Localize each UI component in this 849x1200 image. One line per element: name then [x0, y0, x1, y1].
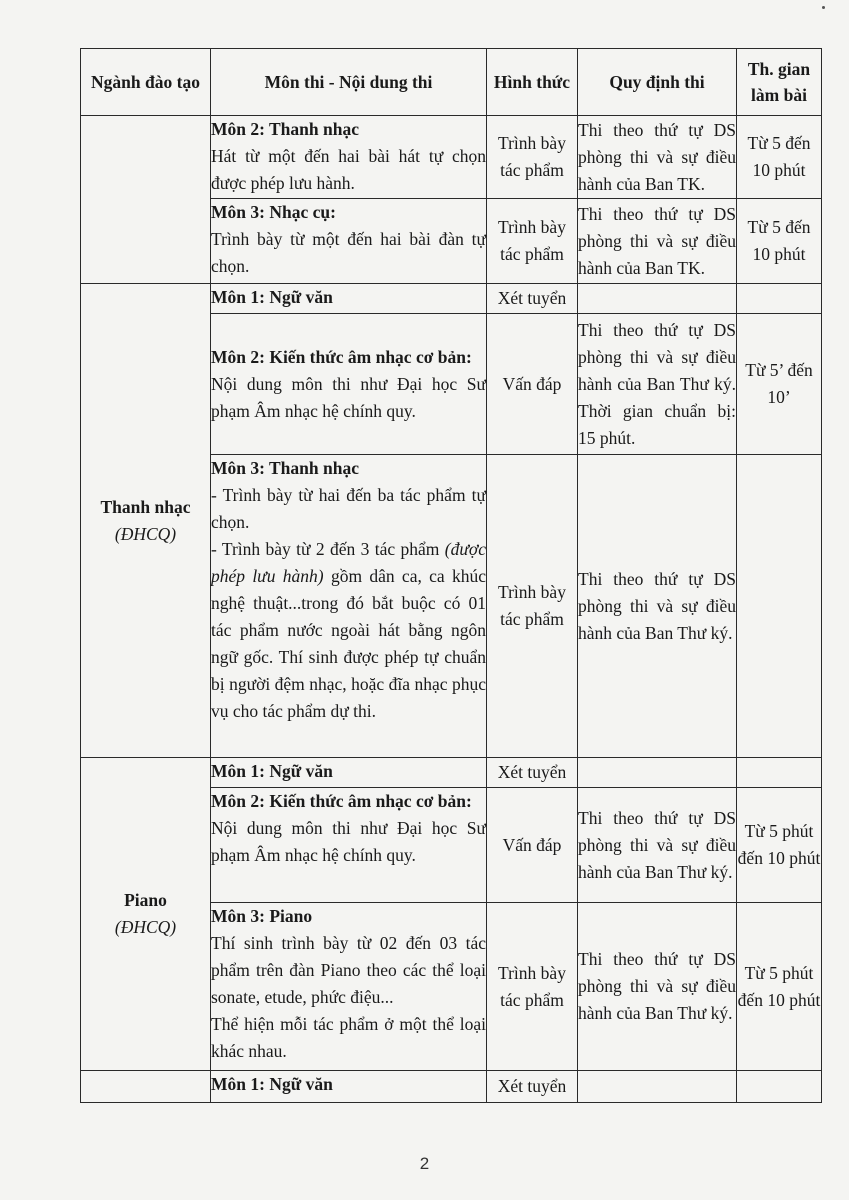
header-major: Ngành đào tạo: [81, 49, 211, 116]
rule-cell-empty: [578, 284, 737, 314]
table-row: [81, 284, 822, 314]
subject-body: Thí sinh trình bày từ 02 đến 03 tác phẩm trên đàn Piano theo các thể loại sonate, etude, phức điệu...: [211, 933, 486, 1007]
subject-title: Môn 3: Thanh nhạc: [211, 458, 359, 478]
rule-cell: Thi theo thứ tự DS phòng thi và sự điều hành của Ban TK.: [578, 199, 737, 284]
time-cell-empty: [737, 455, 822, 758]
subject-title: Môn 3: Piano: [211, 906, 313, 926]
subject-cell: [211, 758, 487, 788]
time-cell: Từ 5 phút đến 10 phút: [737, 903, 822, 1071]
rule-cell: Thi theo thứ tự DS phòng thi và sự điều hành của Ban Thư ký.: [578, 455, 737, 758]
subject-cell: [211, 199, 487, 284]
subject-cell: [211, 284, 487, 314]
form-cell: Trình bày tác phẩm: [487, 116, 578, 199]
rule-cell: Thi theo thứ tự DS phòng thi và sự điều hành của Ban Thư ký.: [578, 788, 737, 903]
major-cell-empty: [81, 116, 211, 284]
major-cell: [81, 758, 211, 1071]
subject-title: Môn 1: Ngữ văn: [211, 287, 333, 307]
major-type: (ĐHCQ): [114, 523, 177, 544]
rule-cell: Thi theo thứ tự DS phòng thi và sự điều hành của Ban Thư ký. Thời gian chuẩn bị: 15 phút.: [578, 314, 737, 455]
rule-cell: Thi theo thứ tự DS phòng thi và sự điều hành của Ban Thư ký.: [578, 903, 737, 1071]
form-cell: Trình bày tác phẩm: [487, 455, 578, 758]
header-row: [81, 49, 822, 116]
table-row: [81, 1071, 822, 1103]
rule-cell-empty: [578, 758, 737, 788]
subject-cell: [211, 314, 487, 455]
subject-title: Môn 2: Kiến thức âm nhạc cơ bản:: [211, 791, 472, 811]
exam-table: [80, 48, 822, 1103]
subject-cell: [211, 455, 487, 758]
time-cell: Từ 5 phút đến 10 phút: [737, 788, 822, 903]
rule-cell: Thi theo thứ tự DS phòng thi và sự điều hành của Ban TK.: [578, 116, 737, 199]
subject-title: Môn 3: Nhạc cụ:: [211, 202, 336, 222]
subject-title: Môn 1: Ngữ văn: [211, 1074, 333, 1094]
rule-cell-empty: [578, 1071, 737, 1103]
subject-cell: [211, 788, 487, 903]
major-cell-empty: [81, 1071, 211, 1103]
subject-cell: [211, 1071, 487, 1103]
time-cell-empty: [737, 1071, 822, 1103]
subject-body: Hát từ một đến hai bài hát tự chọn được phép lưu hành.: [211, 146, 486, 193]
header-form: Hình thức: [487, 49, 578, 116]
subject-body: Nội dung môn thi như Đại học Sư phạm Âm nhạc hệ chính quy.: [211, 818, 486, 865]
form-cell: Trình bày tác phẩm: [487, 199, 578, 284]
major-name: Thanh nhạc: [100, 496, 191, 517]
time-cell: Từ 5 đến 10 phút: [737, 116, 822, 199]
form-cell: Vấn đáp: [487, 788, 578, 903]
major-cell: [81, 284, 211, 758]
subject-body: Trình bày từ một đến hai bài đàn tự chọn.: [211, 229, 486, 276]
subject-body: Thể hiện mỗi tác phẩm ở một thể loại khác nhau.: [211, 1014, 486, 1061]
subject-line-italic: (được phép lưu hành): [211, 539, 487, 586]
table-row: [81, 758, 822, 788]
subject-line: - Trình bày từ hai đến ba tác phẩm tự chọn.: [211, 485, 486, 532]
subject-cell: [211, 903, 487, 1071]
time-cell-empty: [737, 284, 822, 314]
form-cell: Xét tuyển: [487, 1071, 578, 1103]
form-cell: Vấn đáp: [487, 314, 578, 455]
major-name: Piano: [124, 890, 167, 910]
header-subject: Môn thi - Nội dung thi: [211, 49, 487, 116]
header-time: Th. gian làm bài: [737, 49, 822, 116]
subject-line-part: - Trình bày từ 2 đến 3 tác phẩm: [211, 539, 440, 559]
subject-body: Nội dung môn thi như Đại học Sư phạm Âm nhạc hệ chính quy.: [211, 373, 486, 421]
subject-cell: [211, 116, 487, 199]
subject-title: Môn 2: Thanh nhạc: [211, 119, 359, 139]
form-cell: Xét tuyển: [487, 758, 578, 788]
subject-line: [211, 536, 486, 725]
header-rule: Quy định thi: [578, 49, 737, 116]
subject-title: Môn 2: Kiến thức âm nhạc cơ bản:: [211, 346, 472, 367]
major-type: (ĐHCQ): [114, 917, 177, 937]
table-row: [81, 116, 822, 199]
subject-line-part: gồm dân ca, ca khúc nghệ thuật...trong đó bắt buộc có 01 tác phẩm nước ngoài hát bằng ngôn ngữ gốc. Thí sinh được phép tự chuẩn bị người đệm nhạc, hoặc đĩa nhạc phục vụ cho tác phẩm dự thi.: [211, 566, 487, 721]
subject-title: Môn 1: Ngữ văn: [211, 761, 333, 781]
time-cell: Từ 5 đến 10 phút: [737, 199, 822, 284]
form-cell: Trình bày tác phẩm: [487, 903, 578, 1071]
time-cell-empty: [737, 758, 822, 788]
time-cell: Từ 5’ đến 10’: [737, 314, 822, 455]
scan-dot: [822, 6, 825, 9]
form-cell: Xét tuyển: [487, 284, 578, 314]
page-number: 2: [419, 1154, 430, 1173]
